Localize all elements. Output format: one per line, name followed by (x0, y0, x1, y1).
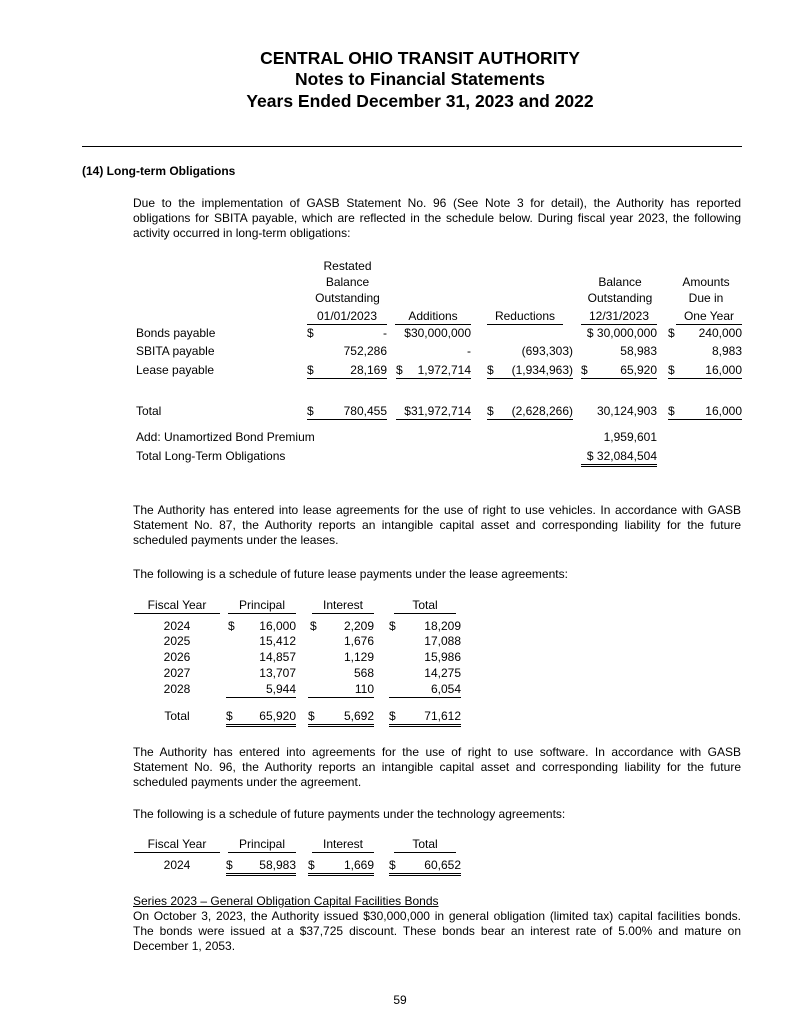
lease-total-total-cell (389, 709, 461, 727)
header-due-bottom: One Year (676, 309, 742, 325)
lease-principal: 15,412 (259, 634, 296, 648)
lease-interest: 110 (308, 682, 374, 698)
software-total-cell (389, 858, 461, 876)
currency-symbol: $ (581, 363, 588, 377)
lease-due: 16,000 (705, 363, 742, 377)
header-restated-1: Restated (323, 259, 372, 273)
report-title: CENTRAL OHIO TRANSIT AUTHORITY (260, 48, 580, 68)
header-restated-date: 01/01/2023 (307, 309, 387, 325)
currency-symbol: $ (310, 619, 317, 633)
lease-year: 2027 (163, 666, 191, 680)
lease-total-principal-cell (226, 709, 296, 727)
header-due-2: Due in (688, 291, 724, 305)
lease-due-cell (668, 363, 742, 379)
software-header-year: Fiscal Year (134, 837, 220, 853)
lease-interest: 1,129 (343, 650, 374, 664)
currency-symbol: $ (226, 858, 233, 872)
software-total: 60,652 (424, 858, 461, 872)
header-reductions: Reductions (487, 309, 563, 325)
total-reductions-cell (487, 404, 573, 420)
total-due: 16,000 (705, 404, 742, 418)
currency-symbol: $ (487, 363, 494, 377)
lease-year: 2028 (163, 682, 191, 696)
lease-year: 2026 (163, 650, 191, 664)
section-heading: (14) Long-term Obligations (82, 164, 236, 178)
lease-reductions-cell (487, 363, 573, 379)
lease-total-label: Total (164, 709, 190, 723)
currency-symbol: $ (668, 363, 675, 377)
page-number: 59 (393, 993, 407, 1007)
lease-principal: 16,000 (259, 619, 296, 633)
header-restated-3: Outstanding (315, 291, 380, 305)
row-label-total: Total (136, 404, 162, 418)
total-restated: 780,455 (343, 404, 387, 418)
intro-paragraph: Due to the implementation of GASB Statement No. 96 (See Note 3 for detail), the Authority has reported obligations for SBITA payable, which are reflected in the schedule below. During fiscal year 2023, the following activity occurred in long-term obligations: (133, 196, 741, 240)
header-balance-date: 12/31/2023 (581, 309, 657, 325)
sbita-due: 8,983 (711, 344, 742, 358)
lease-total-principal: 65,920 (259, 709, 296, 723)
total-restated-cell (307, 404, 387, 420)
premium-value: 1,959,601 (603, 430, 657, 444)
software-paragraph: The Authority has entered into agreements for the use of right to use software. In accordance with GASB Statement No. 96, the Authority reports an intangible capital asset and corresponding liability for the future scheduled payments under the agreement. (133, 745, 741, 789)
premium-label: Add: Unamortized Bond Premium (136, 430, 315, 444)
lease-additions: 1,972,714 (417, 363, 471, 377)
lease-total: 18,209 (424, 619, 461, 633)
software-header-interest: Interest (312, 837, 374, 853)
lease-interest: 1,676 (343, 634, 374, 648)
header-additions: Additions (395, 309, 471, 325)
row-label-sbita: SBITA payable (136, 344, 215, 358)
currency-symbol: $ (228, 619, 235, 633)
lease-total: 17,088 (424, 634, 461, 648)
software-header-total: Total (394, 837, 456, 853)
software-principal-cell (226, 858, 296, 876)
currency-symbol: $ (389, 709, 396, 723)
total-reductions: (2,628,266) (511, 404, 573, 418)
currency-symbol: $ (668, 326, 675, 340)
lease-principal: 13,707 (259, 666, 296, 680)
lease-total: 6,054 (389, 682, 461, 698)
bonds-additions: $30,000,000 (404, 326, 471, 340)
software-principal: 58,983 (259, 858, 296, 872)
lease-total-interest: 5,692 (343, 709, 374, 723)
lease-paragraph: The Authority has entered into lease agreements for the use of right to use vehicles. In accordance with GASB Statement No. 87, the Authority reports an intangible capital asset and corresponding liability for the future scheduled payments under the leases. (133, 503, 741, 547)
lease-header-principal: Principal (228, 598, 296, 614)
sbita-balance: 58,983 (620, 344, 657, 358)
currency-symbol: $ (307, 404, 314, 418)
software-interest-cell (308, 858, 374, 876)
header-balance-1: Balance (598, 275, 642, 289)
currency-symbol: $ (396, 363, 403, 377)
row-label-lease: Lease payable (136, 363, 215, 377)
report-period: Years Ended December 31, 2023 and 2022 (246, 91, 594, 111)
sbita-restated: 752,286 (343, 344, 387, 358)
currency-symbol: $ (308, 858, 315, 872)
software-header-principal: Principal (228, 837, 296, 853)
currency-symbol: $ (307, 326, 314, 340)
lease-interest: 2,209 (343, 619, 374, 633)
lease-restated: 28,169 (350, 363, 387, 377)
lease-additions-cell (396, 363, 471, 379)
lease-total: 15,986 (424, 650, 461, 664)
header-due-1: Amounts (682, 275, 730, 289)
sbita-reductions: (693,303) (521, 344, 573, 358)
currency-symbol: $ (389, 858, 396, 872)
lease-header-total: Total (394, 598, 456, 614)
lease-year: 2024 (163, 619, 191, 633)
report-subtitle: Notes to Financial Statements (295, 69, 545, 89)
row-label-bonds: Bonds payable (136, 326, 216, 340)
lease-restated-cell (307, 363, 387, 379)
currency-symbol: $ (389, 619, 396, 633)
currency-symbol: $ (307, 363, 314, 377)
sbita-additions: - (467, 344, 471, 358)
lease-total: 14,275 (424, 666, 461, 680)
currency-symbol: $ (308, 709, 315, 723)
lease-principal: 5,944 (226, 682, 296, 698)
bonds-section-body: On October 3, 2023, the Authority issued $30,000,000 in general obligation (limited tax) capital facilities bonds. The bonds were issued at a $37,725 discount. These bonds bear an interest rate of 5.00% and mature on December 1, 2053. (133, 909, 741, 953)
lease-balance-cell (581, 363, 657, 379)
total-due-cell (668, 404, 742, 420)
lease-total-total: 71,612 (424, 709, 461, 723)
software-interest: 1,669 (343, 858, 374, 872)
lease-balance: 65,920 (620, 363, 657, 377)
bonds-due: 240,000 (698, 326, 742, 340)
grand-total-value: $ 32,084,504 (581, 449, 657, 467)
lease-year: 2025 (163, 634, 191, 648)
bonds-restated: - (383, 326, 387, 340)
currency-symbol: $ (668, 404, 675, 418)
header-divider (82, 146, 742, 147)
lease-header-year: Fiscal Year (134, 598, 220, 614)
lease-reductions: (1,934,963) (511, 363, 573, 377)
software-schedule-intro: The following is a schedule of future payments under the technology agreements: (133, 807, 566, 821)
grand-total-label: Total Long-Term Obligations (136, 449, 286, 463)
lease-header-interest: Interest (312, 598, 374, 614)
software-year: 2024 (163, 858, 191, 872)
bonds-section-title: Series 2023 – General Obligation Capital Facilities Bonds (133, 894, 439, 908)
currency-symbol: $ (226, 709, 233, 723)
header-balance-2: Outstanding (587, 291, 653, 305)
header-restated-2: Balance (325, 275, 370, 289)
currency-symbol: $ (487, 404, 494, 418)
lease-schedule-intro: The following is a schedule of future lease payments under the lease agreements: (133, 567, 568, 581)
lease-total-interest-cell (308, 709, 374, 727)
bonds-balance: $ 30,000,000 (586, 326, 657, 340)
total-additions: $31,972,714 (396, 404, 471, 420)
lease-principal: 14,857 (259, 650, 296, 664)
total-balance: 30,124,903 (596, 404, 657, 418)
lease-interest: 568 (353, 666, 374, 680)
